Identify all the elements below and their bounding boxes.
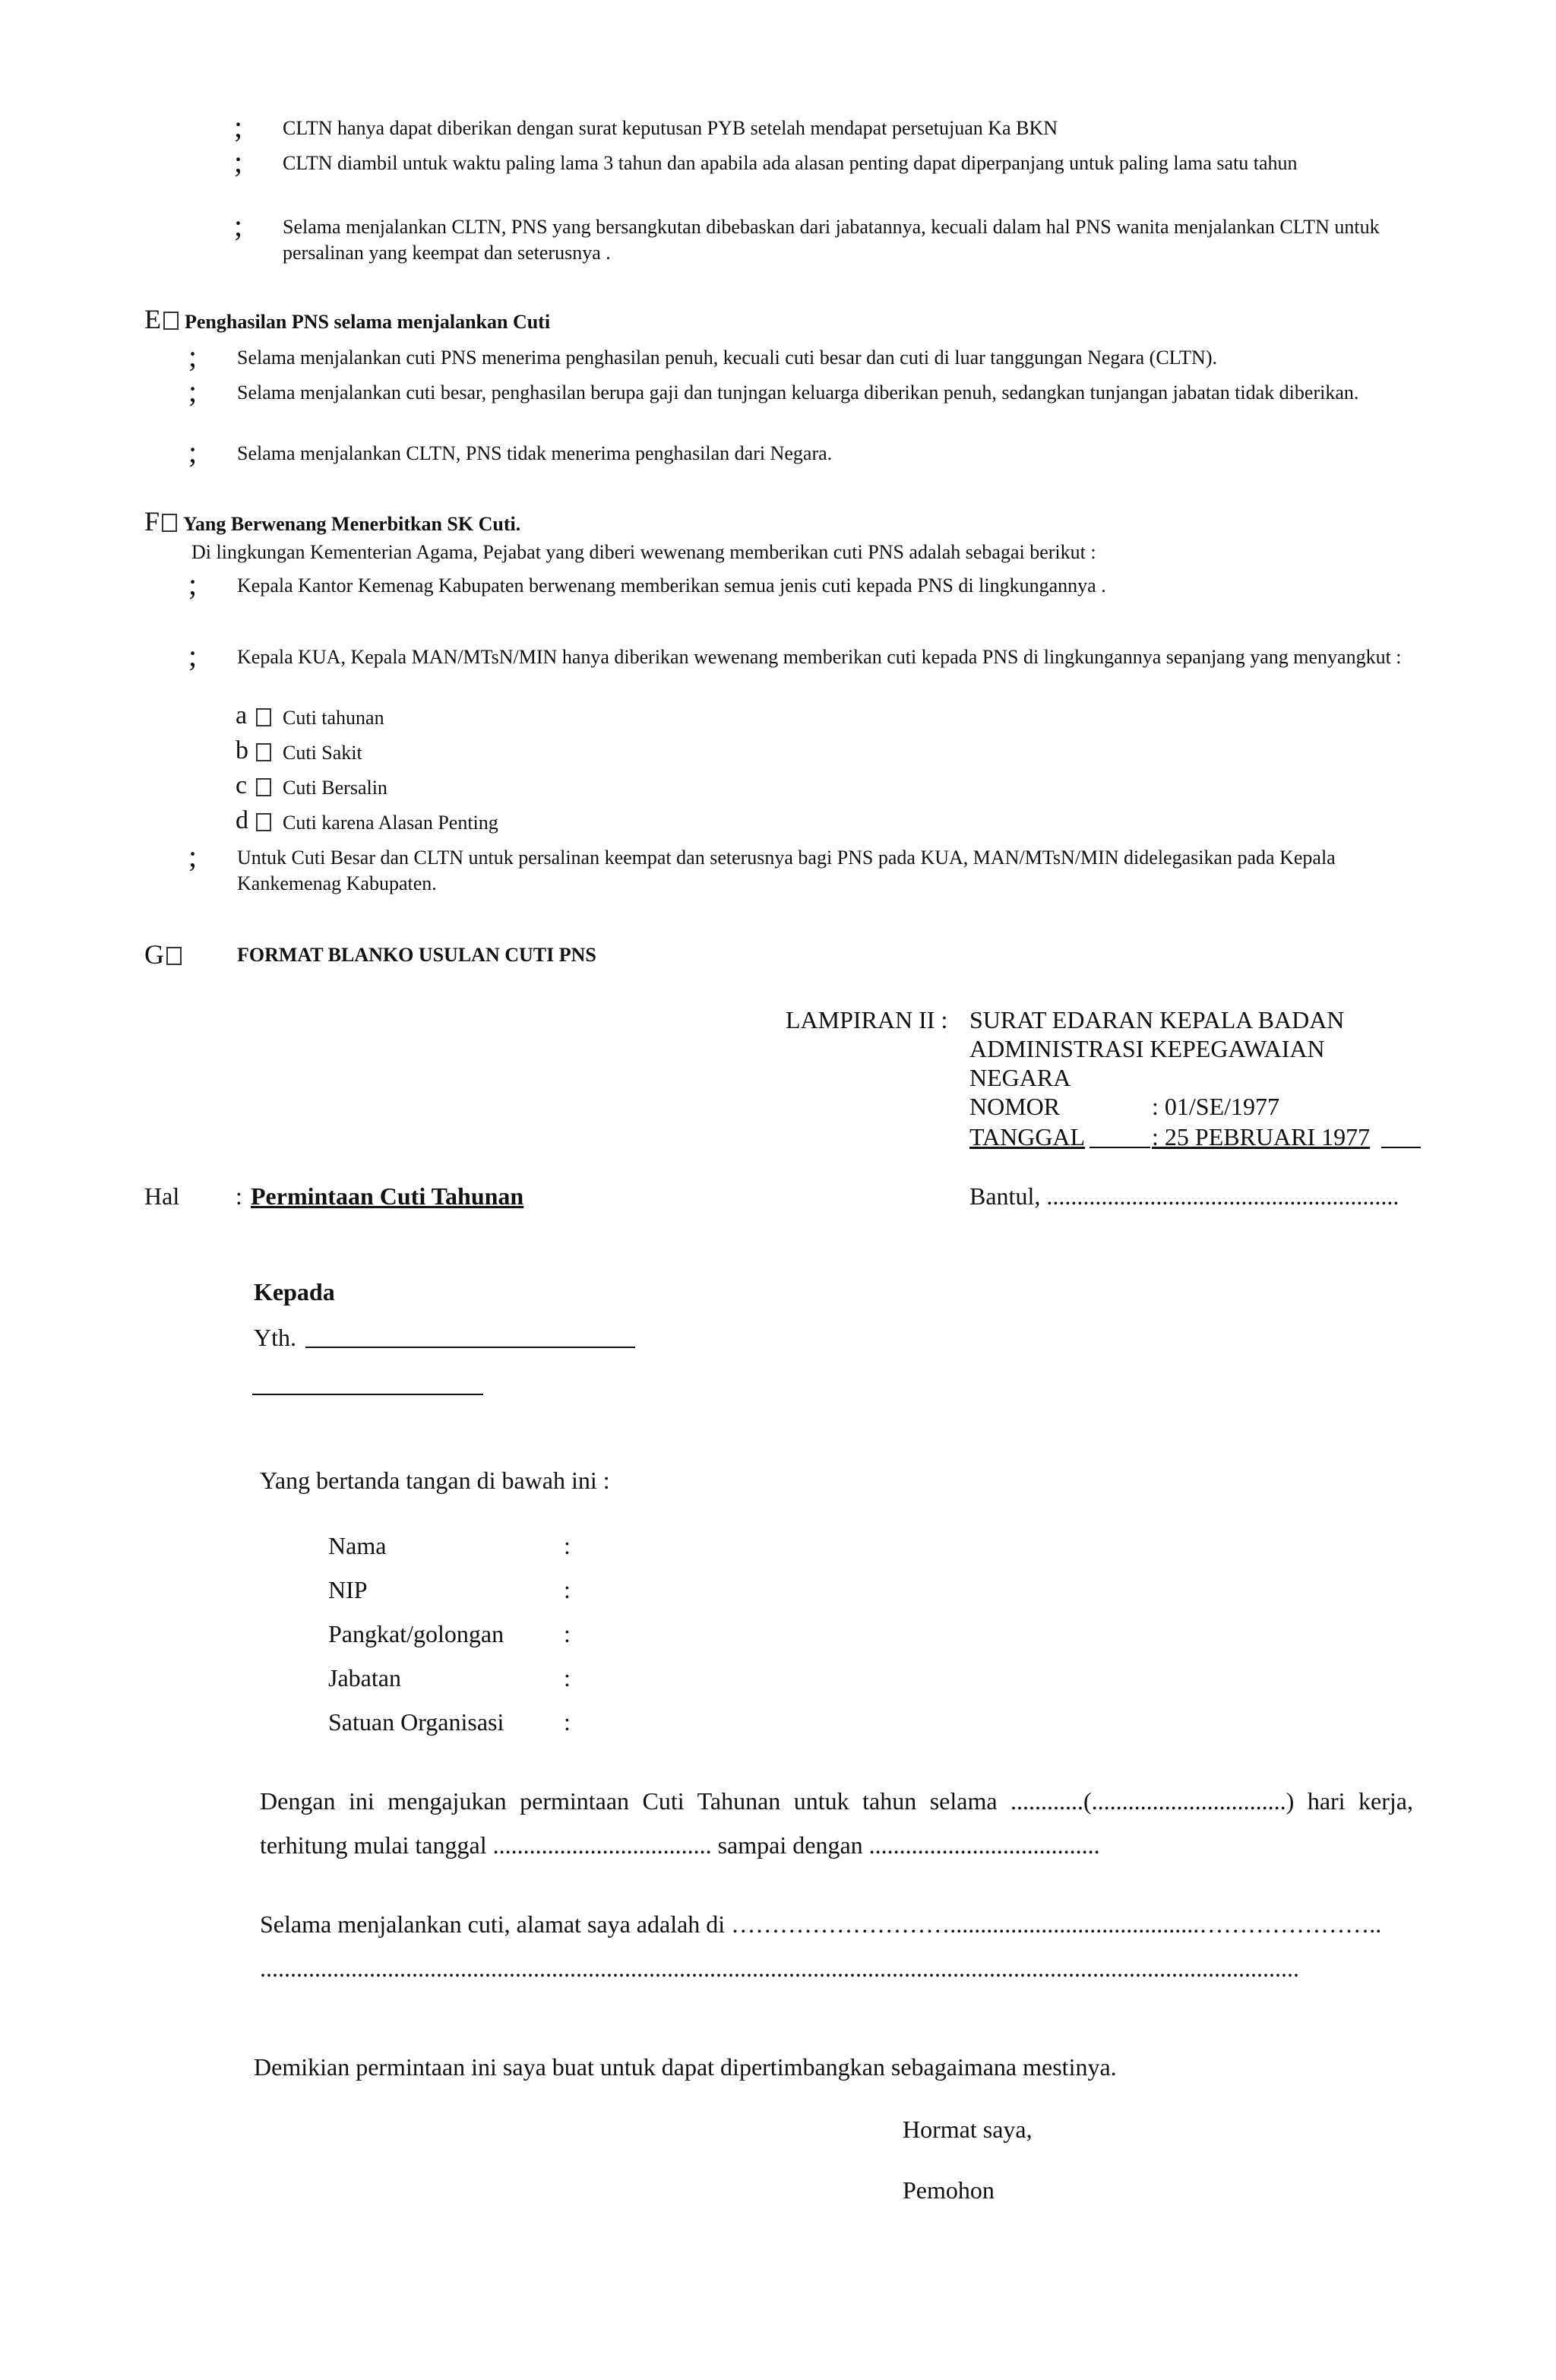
bullet-marker: ; (188, 567, 198, 601)
bullet-marker: ; (188, 374, 198, 408)
bullet-marker: ; (234, 109, 243, 144)
field-label-pangkat: Pangkat/golongan (328, 1620, 504, 1647)
e-item-3: Selama menjalankan CLTN, PNS tidak menerima penghasilan dari Negara. (237, 442, 833, 464)
e-heading (144, 304, 550, 335)
bullet-marker: ; (188, 638, 198, 673)
request-line-2: terhitung mulai tanggal .................................... sampai dengan ...................................... (260, 1831, 1100, 1859)
recipient-address-line (252, 1394, 483, 1395)
bullet-marker: ; (188, 339, 198, 373)
e-item-1: Selama menjalankan cuti PNS menerima penghasilan penuh, kecuali cuti besar dan cuti di luar tanggungan Negara (CLTN). (237, 347, 1217, 369)
lampiran-label: LAMPIRAN II : (786, 1006, 948, 1033)
bullet-marker: ; (234, 144, 243, 179)
missing-glyph-icon (166, 947, 182, 965)
subitem-letter: a (236, 701, 248, 730)
section-letter: E (144, 304, 161, 334)
applicant-label: Pemohon (903, 2176, 995, 2204)
bullet-marker: ; (234, 208, 243, 242)
field-colon: : (564, 1664, 571, 1692)
e-title: Penghasilan PNS selama menjalankan Cuti (185, 311, 551, 333)
f-intro: Di lingkungan Kementerian Agama, Pejabat yang diberi wewenang memberikan cuti PNS adalah sebagai berikut : (191, 541, 1096, 563)
yth-label: Yth. (254, 1324, 296, 1351)
subitem-text: Cuti karena Alasan Penting (283, 812, 498, 834)
lampiran-line-2: ADMINISTRASI KEPEGAWAIAN (969, 1035, 1325, 1062)
g-title: FORMAT BLANKO USULAN CUTI PNS (237, 944, 596, 966)
missing-glyph-icon (162, 514, 177, 532)
hal-subject: Permintaan Cuti Tahunan (251, 1182, 524, 1210)
field-label-nip: NIP (328, 1576, 368, 1603)
f-item-2: Kepala KUA, Kepala MAN/MTsN/MIN hanya diberikan wewenang memberikan cuti kepada PNS di lingkungannya sepanjang yang menyangkut : (237, 646, 1402, 668)
missing-glyph-icon (256, 813, 271, 831)
f-item-1: Kepala Kantor Kemenag Kabupaten berwenang memberikan semua jenis cuti kepada PNS di lingkungannya . (237, 574, 1106, 597)
closing-statement: Demikian permintaan ini saya buat untuk dapat dipertimbangkan sebagaimana mestinya. (254, 2053, 1117, 2081)
address-line-1: Selama menjalankan cuti, alamat saya adalah di ……………………….........................................………………….. (260, 1910, 1382, 1938)
field-colon: : (564, 1620, 571, 1647)
bullet-marker: ; (188, 435, 198, 469)
hal-label: Hal (144, 1182, 180, 1210)
field-colon: : (564, 1708, 571, 1736)
subitem-text: Cuti Bersalin (283, 777, 387, 799)
recipient-name-line (305, 1347, 635, 1348)
f-title: Yang Berwenang Menerbitkan SK Cuti. (183, 513, 521, 535)
nomor-value: : 01/SE/1977 (1152, 1093, 1280, 1120)
subitem-letter: d (236, 806, 248, 834)
d-item-1: CLTN hanya dapat diberikan dengan surat keputusan PYB setelah mendapat persetujuan Ka BKN (283, 117, 1058, 139)
field-label-jabatan: Jabatan (328, 1664, 401, 1692)
regards-text: Hormat saya, (903, 2116, 1033, 2143)
e-item-2: Selama menjalankan cuti besar, penghasilan berupa gaji dan tunjngan keluarga diberikan penuh, sedangkan tunjangan jabatan tidak diberikan. (237, 381, 1359, 404)
missing-glyph-icon (163, 312, 179, 330)
subitem-letter: c (236, 771, 248, 799)
subitem-text: Cuti tahunan (283, 707, 384, 729)
field-label-nama: Nama (328, 1532, 387, 1559)
tanggal-value: : 25 PEBRUARI 1977 (1152, 1123, 1371, 1150)
bullet-marker: ; (188, 839, 198, 873)
tanggal-underline (1090, 1147, 1150, 1148)
lampiran-line-3: NEGARA (969, 1064, 1071, 1091)
field-colon: : (564, 1576, 571, 1603)
lampiran-line-1: SURAT EDARAN KEPALA BADAN (969, 1006, 1345, 1033)
f-item-3: Untuk Cuti Besar dan CLTN untuk persalinan keempat dan seterusnya bagi PNS pada KUA, MAN/MTsN/MIN didelegasikan pada Kepala Kankemenag Kabupaten. (237, 847, 1336, 894)
form-intro: Yang bertanda tangan di bawah ini : (260, 1467, 610, 1494)
subitem-text: Cuti Sakit (283, 742, 362, 764)
nomor-label: NOMOR (969, 1093, 1061, 1120)
field-label-satuan-organisasi: Satuan Organisasi (328, 1708, 504, 1736)
d-item-2: CLTN diambil untuk waktu paling lama 3 tahun dan apabila ada alasan penting dapat diperpanjang untuk paling lama satu tahun (283, 152, 1298, 174)
f-heading (144, 506, 520, 537)
tanggal-label: TANGGAL (969, 1123, 1086, 1150)
missing-glyph-icon (256, 743, 271, 761)
kepada-label: Kepada (254, 1278, 335, 1306)
section-letter: F (144, 506, 160, 536)
missing-glyph-icon (256, 778, 271, 796)
hal-colon: : (236, 1182, 242, 1210)
place-date: Bantul, .......................................................... (969, 1182, 1399, 1210)
request-line-1: Dengan ini mengajukan permintaan Cuti Tahunan untuk tahun selama ............(................................) hari kerja, (260, 1787, 1413, 1815)
subitem-letter: b (236, 736, 248, 764)
g-heading (144, 939, 182, 970)
missing-glyph-icon (256, 708, 271, 726)
address-line-2: ........................................................................................................................................................................... (260, 1954, 1299, 1982)
d-item-3: Selama menjalankan CLTN, PNS yang bersangkutan dibebaskan dari jabatannya, kecuali dalam hal PNS wanita menjalankan CLTN untuk persalinan yang keempat dan seterusnya . (283, 216, 1380, 264)
field-colon: : (564, 1532, 571, 1559)
tanggal-underline (1381, 1147, 1421, 1148)
section-letter: G (144, 939, 164, 970)
